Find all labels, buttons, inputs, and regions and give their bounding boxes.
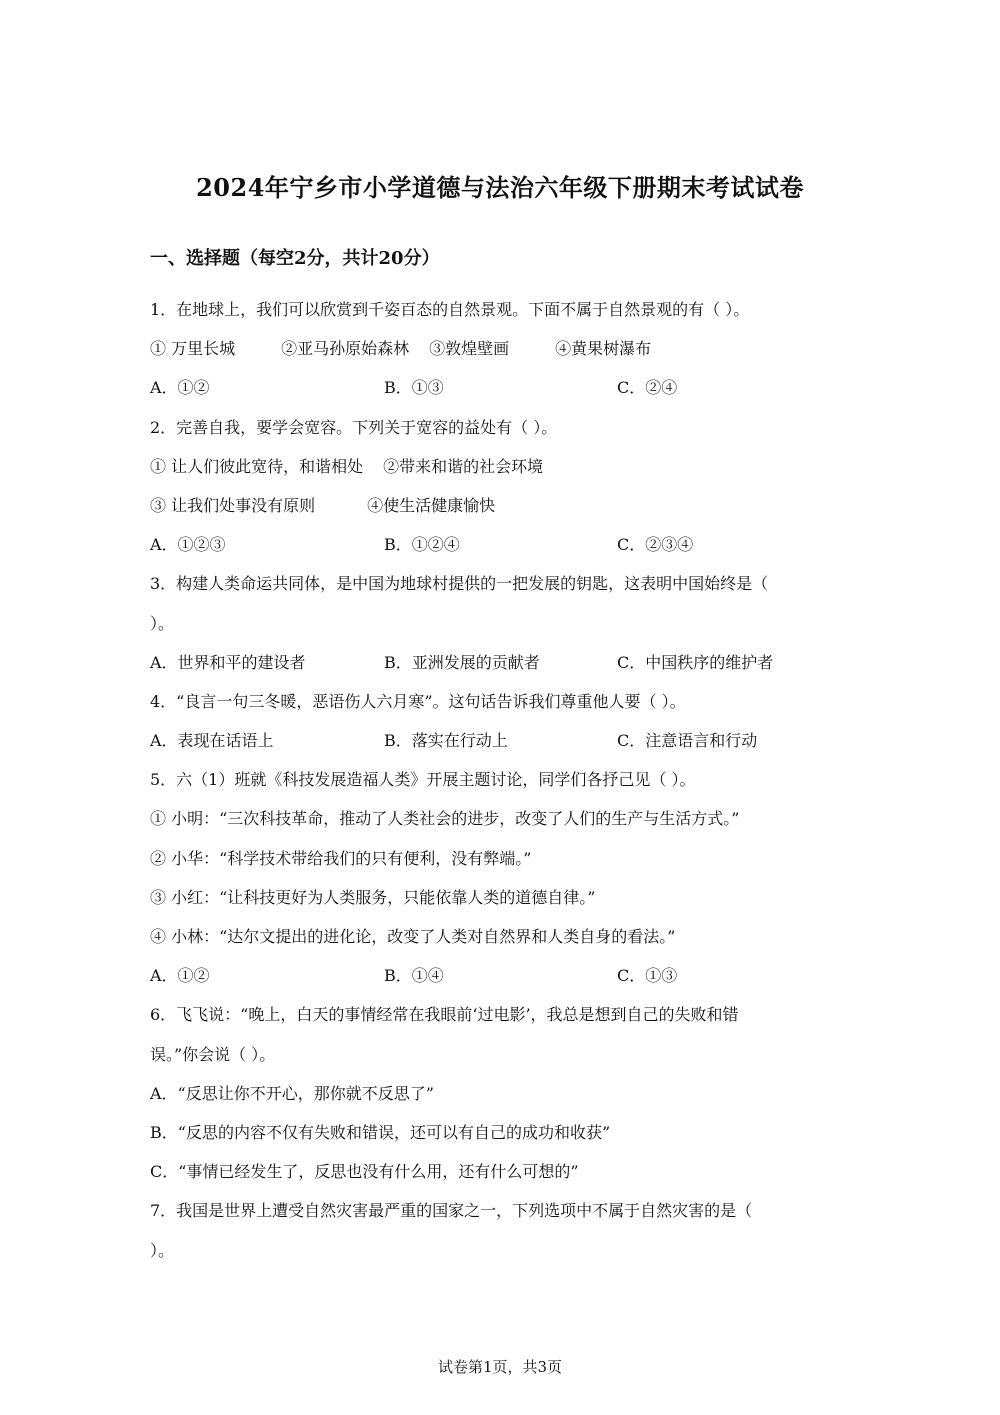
question-6-stem-line-2: 误。”你会说（ ）。 [150,1044,276,1064]
question-4-options [150,721,850,760]
question-2-options [150,525,850,564]
question-7-stem-line-1: 7．我国是世界上遭受自然灾害最严重的国家之一，下列选项中不属于自然灾害的是（ [150,1201,753,1221]
question-4-option-b[interactable]: B．落实在行动上 [384,731,508,751]
question-4-option-a[interactable]: A．表现在话语上 [150,731,274,751]
question-5-item-2: ② 小华：“科学技术带给我们的只有便利，没有弊端。” [150,848,532,868]
question-1-option-b[interactable]: B．①③ [384,378,444,398]
question-1-item-4: ④黄果树瀑布 [555,339,652,359]
question-6-option-a[interactable]: A．“反思让你不开心，那你就不反思了” [150,1083,434,1103]
question-2-stem: 2．完善自我，要学会宽容。下列关于宽容的益处有（ ）。 [150,417,558,437]
question-2-item-4: ④使生活健康愉快 [367,495,496,515]
question-1-items [150,329,850,368]
question-5-stem: 5．六（1）班就《科技发展造福人类》开展主题讨论，同学们各抒己见（ ）。 [150,770,696,790]
question-2-items-line-1 [150,447,850,486]
question-1-item-3: ③敦煌壁画 [429,339,510,359]
question-2-option-b[interactable]: B．①②④ [384,535,460,555]
question-1-options [150,368,850,407]
question-2-item-2: ②带来和谐的社会环境 [383,456,544,476]
question-2-item-1: ① 让人们彼此宽待，和谐相处 [150,456,364,476]
question-2-item-3: ③ 让我们处事没有原则 [150,495,316,515]
question-1-item-1: ① 万里长城 [150,339,236,359]
question-7-stem-line-2: ）。 [150,1240,175,1260]
question-1-stem: 1．在地球上，我们可以欣赏到千姿百态的自然景观。下面不属于自然景观的有（ ）。 [150,300,750,319]
question-5-item-4: ④ 小林：“达尔文提出的进化论，改变了人类对自然界和人类自身的看法。” [150,927,676,946]
question-1-option-c[interactable]: C．②④ [617,378,678,398]
question-5-item-1: ① 小明：“三次科技革命，推动了人类社会的进步，改变了人们的生产与生活方式。” [150,809,740,829]
question-6-option-c[interactable]: C．“事情已经发生了，反思也没有什么用，还有什么可想的” [150,1162,579,1182]
question-3-option-b[interactable]: B．亚洲发展的贡献者 [384,652,540,672]
question-6-option-b[interactable]: B．“反思的内容不仅有失败和错误，还可以有自己的成功和收获” [150,1122,611,1142]
question-4-stem: 4．“良言一句三冬暖，恶语伤人六月寒”。这句话告诉我们尊重他人要（ ）。 [150,691,686,711]
question-3-stem-line-2: ）。 [150,613,175,633]
question-3-options [150,643,850,682]
question-3-stem-line-1: 3．构建人类命运共同体，是中国为地球村提供的一把发展的钥匙，这表明中国始终是（ [150,574,769,594]
section-title: 一、选择题（每空2分，共计20分） [150,248,440,269]
page-title: 2024年宁乡市小学道德与法治六年级下册期末考试试卷 [196,173,804,202]
question-5-option-a[interactable]: A．①② [150,966,210,986]
question-3-option-c[interactable]: C．中国秩序的维护者 [617,652,774,672]
question-5-item-3: ③ 小红：“让科技更好为人类服务，只能依靠人类的道德自律。” [150,887,596,907]
question-5-options [150,956,850,995]
question-1-option-a[interactable]: A．①② [150,378,210,398]
question-6-stem-line-1: 6．飞飞说：“晚上，白天的事情经常在我眼前‘过电影’，我总是想到自己的失败和错 [150,1005,739,1025]
question-2-option-c[interactable]: C．②③④ [617,535,694,555]
question-5-option-b[interactable]: B．①④ [384,966,444,986]
question-2-option-a[interactable]: A．①②③ [150,535,226,555]
page-footer: 试卷第1页，共3页 [437,1358,563,1376]
question-2-items-line-2 [150,486,850,525]
question-3-option-a[interactable]: A．世界和平的建设者 [150,652,306,672]
question-4-option-c[interactable]: C．注意语言和行动 [617,731,758,751]
question-1-item-2: ②亚马孙原始森林 [281,339,410,359]
question-5-option-c[interactable]: C．①③ [617,966,678,986]
question-list [150,290,850,1270]
